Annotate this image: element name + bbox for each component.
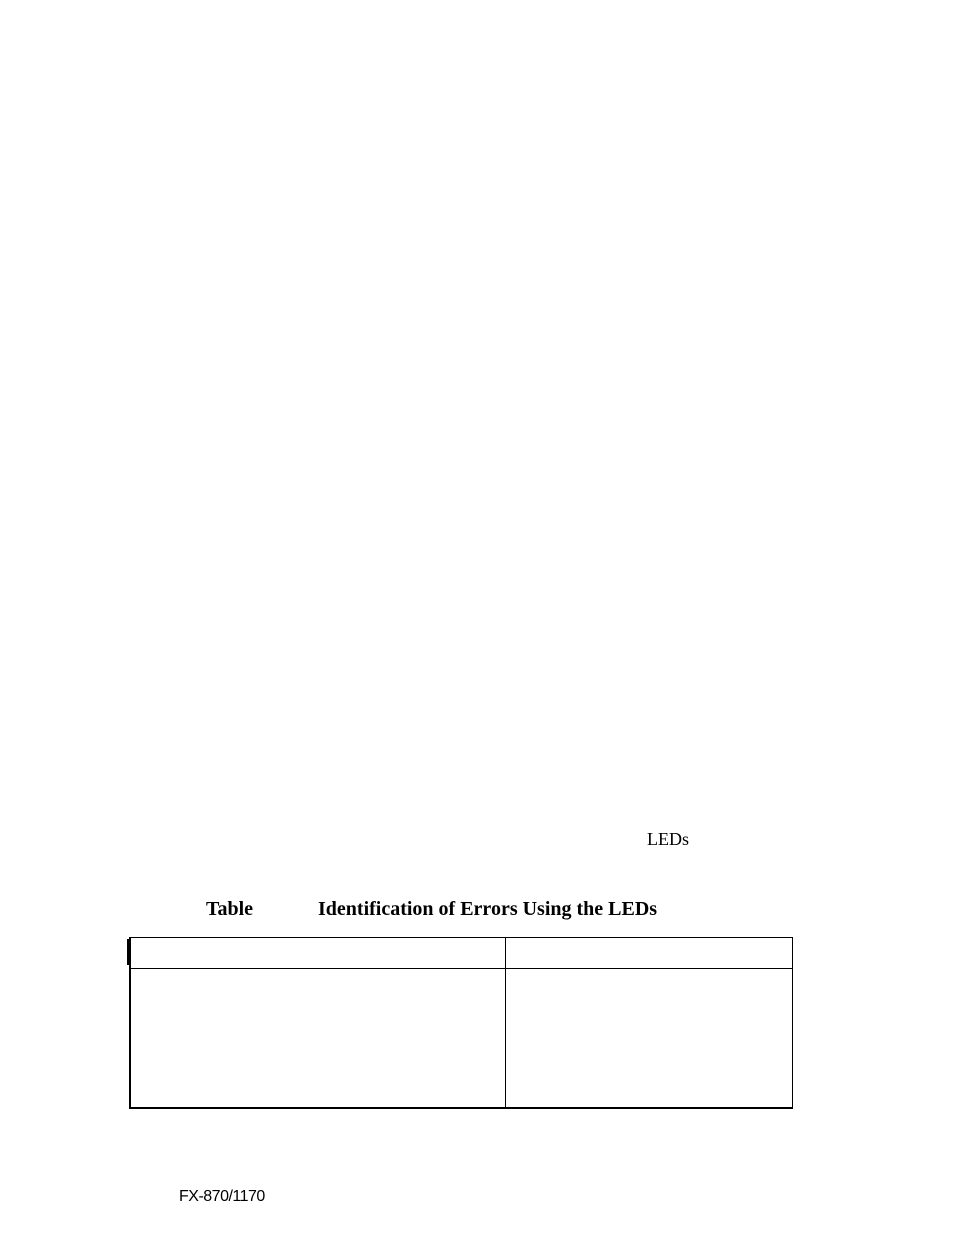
table-header-cell-left — [130, 938, 505, 969]
page-footer-model: FX-870/1170 — [179, 1188, 265, 1205]
table-cell-right — [505, 969, 792, 1109]
body-text-fragment: LEDs — [647, 829, 689, 849]
table-caption-label: Table — [206, 898, 254, 920]
table-row — [130, 969, 793, 1109]
error-identification-table — [129, 937, 793, 1109]
table-caption — [0, 897, 956, 921]
table-caption-title: Identification of Errors Using the LEDs — [318, 898, 658, 920]
table-header-cell-right — [505, 938, 792, 969]
table-header-row — [130, 938, 793, 969]
table-cell-left — [130, 969, 505, 1109]
